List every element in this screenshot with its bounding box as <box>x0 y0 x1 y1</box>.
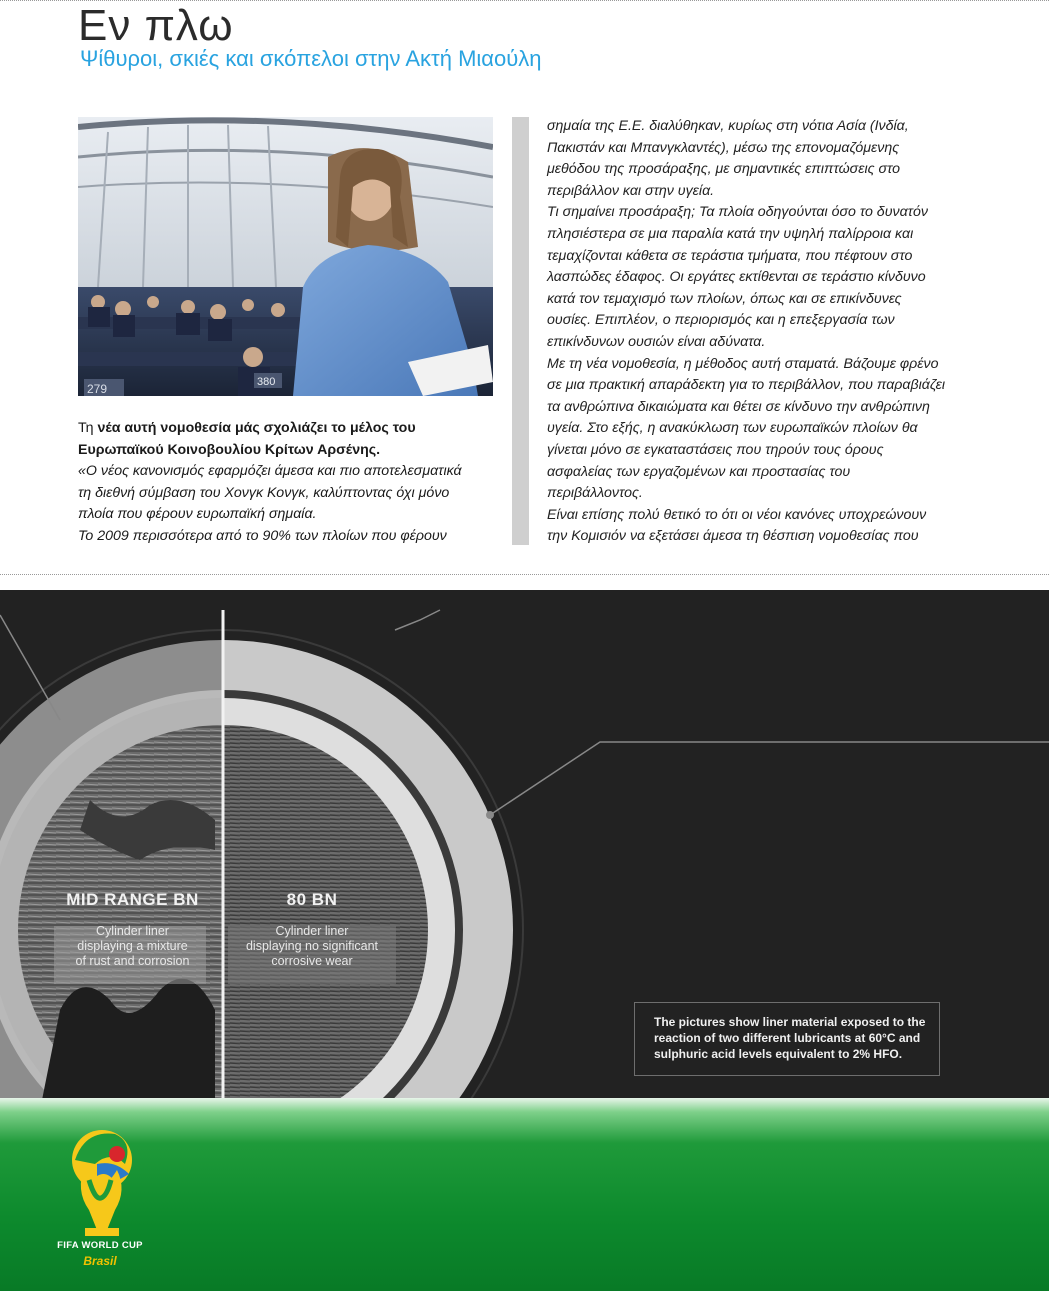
80bn-caption <box>228 924 396 969</box>
left-column <box>78 418 478 547</box>
mid-range-label-block <box>50 890 215 969</box>
parliament-photo <box>78 117 493 396</box>
seat-number: 380 <box>257 376 276 388</box>
mid-range-caption <box>50 924 215 969</box>
right-paragraph-4: Είναι επίσης πολύ θετικό το ότι οι νέοι κανόνες υποχρεώνουν την Κομισιόν να εξετάσει άμεσα τη θέσπιση νομοθεσίας που <box>547 506 927 545</box>
logo-subcaption: Brasil <box>83 1254 117 1268</box>
page-subtitle: Ψίθυροι, σκιές και σκόπελοι στην Ακτή Μιαούλη <box>80 46 542 71</box>
seat-number: 279 <box>87 382 108 396</box>
page-title: Εν πλω <box>78 1 234 50</box>
caption-line: corrosive wear <box>271 954 353 968</box>
caption-line: Cylinder liner <box>96 924 169 938</box>
lead-plain-text: Τη <box>78 420 98 436</box>
left-paragraph-2: Το 2009 περισσότερα από το 90% των πλοίων που φέρουν <box>78 527 447 544</box>
80bn-title: 80 BN <box>286 890 338 909</box>
lubricant-advertisement <box>0 590 1049 1098</box>
info-text: The pictures show liner material exposed to the reaction of two different lubricants at 60°C and sulphuric acid levels equivalent to 2% HFO. <box>654 1015 926 1061</box>
caption-line: of rust and corrosion <box>75 954 190 968</box>
lead-bold-text: νέα αυτή νομοθεσία μάς σχολιάζει το μέλος του Ευρωπαϊκού Κοινοβουλίου Κρίτων Αρσένης. <box>78 420 416 458</box>
right-paragraph-2: Τι σημαίνει προσάραξη; Τα πλοία οδηγούνται όσο το δυνατόν πλησιέστερα σε μια παραλία κατά την υψηλή παλίρροια και τεμαχίζονται κάθετα σε τεράστια τμήματα, που πέφτουν στο λασπώδες έδαφος. Οι εργάτες εκτίθενται σε τεράστιο κίνδυνο κατά τον τεμαχισμό των πλοίων, όπως και σε επικίνδυνες ουσίες. Επιπλέον, ο περιορισμός και η επεξεργασία των επικίνδυνων ουσιών είναι αδύνατα. <box>547 204 928 350</box>
quote-paragraph: «Ο νέος κανονισμός εφαρμόζει άμεσα και πιο αποτελεσματικά τη διεθνή σύμβαση του Χονγκ Κονγκ, καλύπτοντας όχι μόνο πλοία που φέρουν ευρωπαϊκή σημαία. <box>78 463 462 522</box>
80bn-label-block <box>228 890 396 969</box>
logo-caption: FIFA WORLD CUP <box>57 1240 143 1251</box>
caption-line: displaying a mixture <box>77 939 188 953</box>
lead-paragraph <box>78 418 478 461</box>
mid-range-title: MID RANGE BN <box>66 890 199 909</box>
column-divider-bar <box>512 117 529 545</box>
caption-line: Cylinder liner <box>275 924 349 938</box>
mid-dotted-rule <box>0 574 1049 575</box>
right-paragraph-3: Με τη νέα νομοθεσία, η μέθοδος αυτή σταματά. Βάζουμε φρένο σε μια πρακτική απαράδεκτη για το περιβάλλον, που παραβιάζει τα ανθρώπινα δικαιώματα και θέτει σε κίνδυνο την ανθρώπινη υγεία. Στο εξής, η ανακύκλωση των ευρωπαϊκών πλοίων θα γίνεται μόνο σε εγκαταστάσεις που τηρούν τους όρους ασφαλείας των εργαζομένων και προστασίας του περιβάλλοντος. <box>547 355 945 502</box>
right-column <box>547 116 947 548</box>
caption-line: displaying no significant <box>245 939 379 953</box>
right-paragraph-1: σημαία της Ε.Ε. διαλύθηκαν, κυρίως στη νότια Ασία (Ινδία, Πακιστάν και Μπανγκλαντές), μέσω της επονομαζόμενης μεθόδου της προσάραξης, με σημαντικές επιπτώσεις στο περιβάλλον και στην υγεία. <box>547 118 909 199</box>
